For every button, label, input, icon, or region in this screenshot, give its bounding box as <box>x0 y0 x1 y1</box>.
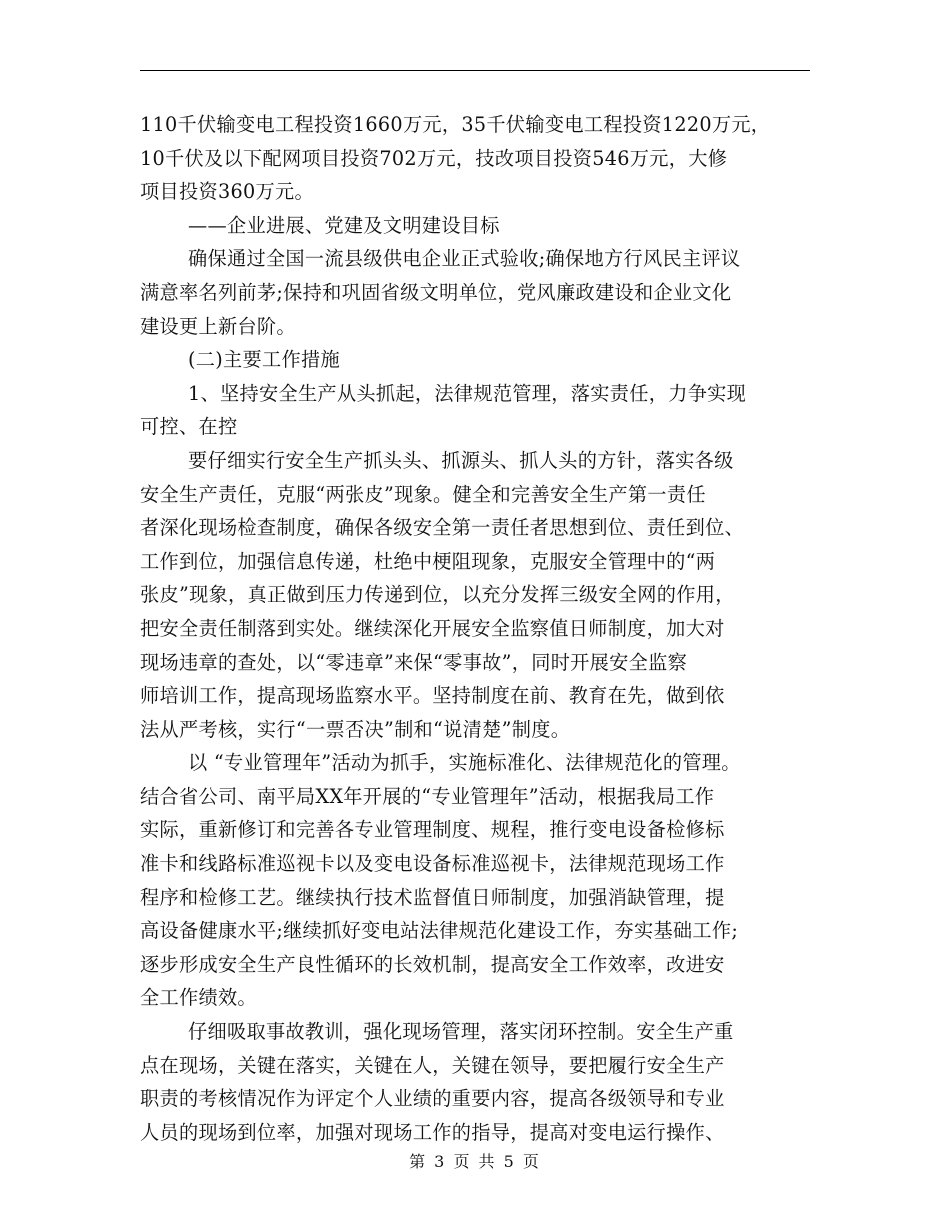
body-line: 安全生产责任，克服“两张皮”现象。健全和完善安全生产第一责任 <box>140 482 706 506</box>
section-heading: ——企业进展、党建及文明建设目标 <box>188 213 500 237</box>
body-line: 张皮”现象，真正做到压力传递到位，以充分发挥三级安全网的作用， <box>140 583 735 607</box>
body-line: 实际，重新修订和完善各专业管理制度、规程，推行变电设备检修标 <box>140 818 725 842</box>
body-line: 满意率名列前茅;保持和巩固省级文明单位，党风廉政建设和企业文化 <box>140 280 732 304</box>
body-line: 准卡和线路标准巡视卡以及变电设备标准巡视卡，法律规范现场工作 <box>140 852 725 876</box>
body-line: 结合省公司、南平局XX年开展的“专业管理年”活动，根据我局工作 <box>140 784 715 808</box>
body-line: 确保通过全国一流县级供电企业正式验收;确保地方行风民主评议 <box>188 247 741 271</box>
body-line: 以 “专业管理年”活动为抓手，实施标准化、法律规范化的管理。 <box>188 751 741 775</box>
body-line: 把安全责任制落到实处。继续深化开展安全监察值日师制度，加大对 <box>140 616 725 640</box>
body-line: 项目投资360万元。 <box>140 180 314 204</box>
document-body <box>140 108 812 1149</box>
page-number: 第 3 页 共 5 页 <box>409 1152 541 1171</box>
body-line: 者深化现场检查制度，确保各级安全第一责任者思想到位、责任到位、 <box>140 516 745 540</box>
header-rule <box>140 70 810 71</box>
body-line: 110千伏输变电工程投资1660万元，35千伏输变电工程投资1220万元， <box>140 113 771 136</box>
body-line: 10千伏及以下配网项目投资702万元，技改项目投资546万元，大修 <box>140 146 728 170</box>
subsection-heading: 1、坚持安全生产从头抓起，法律规范管理，落实责任，力争实现 <box>188 381 747 405</box>
body-line: 全工作绩效。 <box>140 986 257 1010</box>
body-line: 仔细吸取事故教训，强化现场管理，落实闭环控制。安全生产重 <box>188 1020 734 1044</box>
body-line: 建设更上新台阶。 <box>140 314 296 338</box>
subsection-heading: 可控、在控 <box>140 415 238 439</box>
body-line: 逐步形成安全生产良性循环的长效机制，提高安全工作效率，改进安 <box>140 952 725 976</box>
body-line: 法从严考核，实行“一票否决”制和“说清楚”制度。 <box>140 717 571 741</box>
body-line: 点在现场，关键在落实，关键在人，关键在领导，要把履行安全生产 <box>140 1053 725 1077</box>
body-line: 职责的考核情况作为评定个人业绩的重要内容，提高各级领导和专业 <box>140 1087 725 1111</box>
body-line: 要仔细实行安全生产抓头头、抓源头、抓人头的方针，落实各级 <box>188 448 734 472</box>
body-line: 程序和检修工艺。继续执行技术监督值日师制度，加强消缺管理，提 <box>140 885 725 909</box>
body-line: 工作到位，加强信息传递，杜绝中梗阻现象，克服安全管理中的“两 <box>140 549 716 573</box>
body-line: 高设备健康水平;继续抓好变电站法律规范化建设工作，夯实基础工作; <box>140 919 739 943</box>
section-heading: (二)主要工作措施 <box>188 348 340 372</box>
body-line: 师培训工作，提高现场监察水平。坚持制度在前、教育在先，做到依 <box>140 684 725 708</box>
body-line: 人员的现场到位率，加强对现场工作的指导，提高对变电运行操作、 <box>140 1120 725 1144</box>
body-line: 现场违章的查处，以“零违章”来保“零事故”，同时开展安全监察 <box>140 650 688 674</box>
